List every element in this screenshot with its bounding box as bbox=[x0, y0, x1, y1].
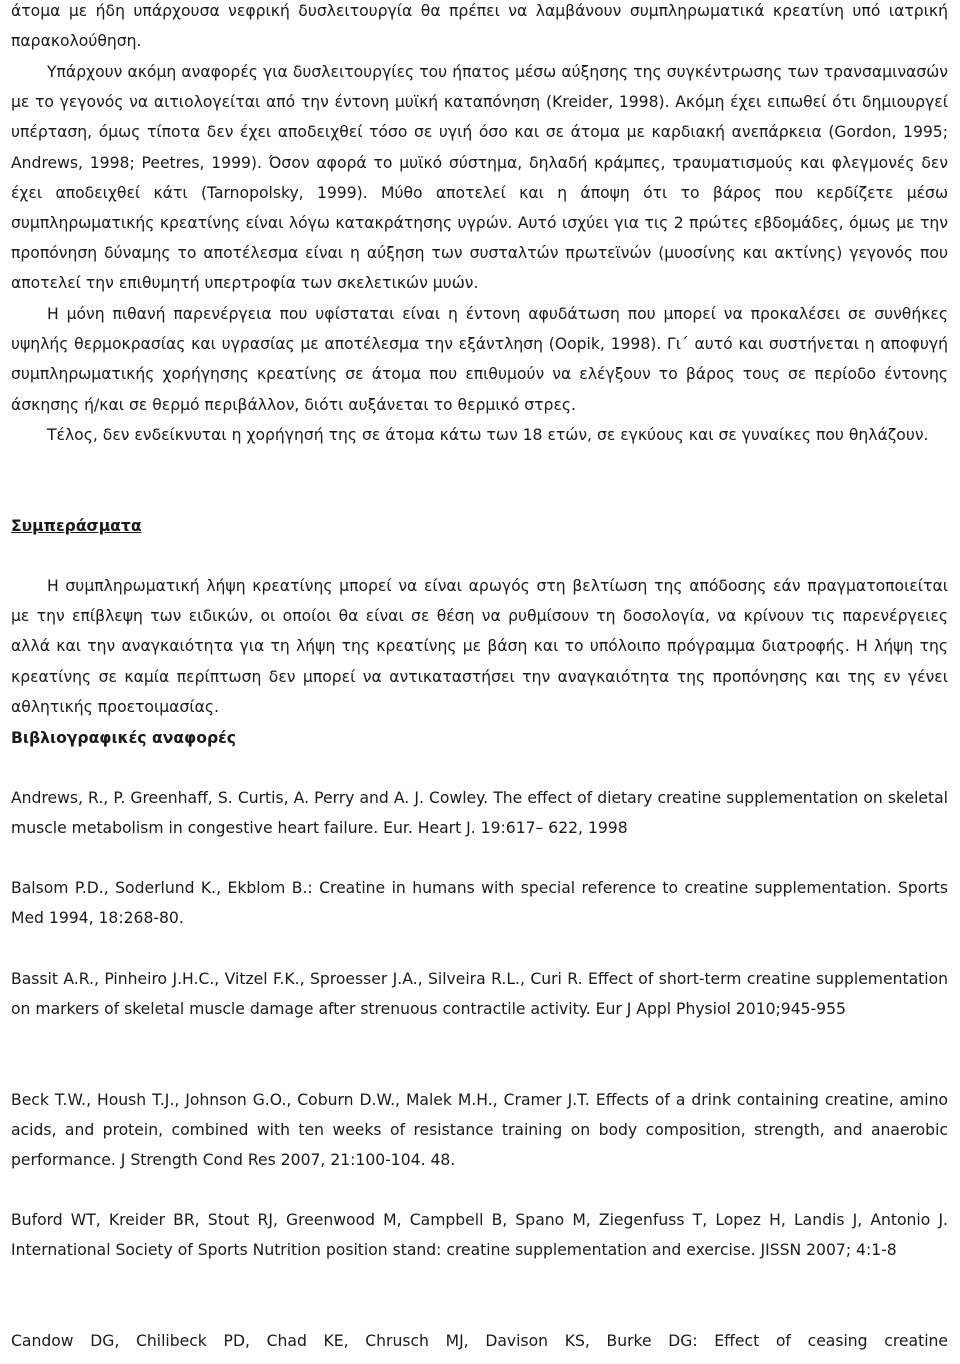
reference-item: Andrews, R., P. Greenhaff, S. Curtis, A. Perry and A. J. Cowley. The effect of dietary creatine supplementation on skeletal muscle metabolism in congestive heart failure. Eur. Heart J. 19:617– 622, 1998 bbox=[11, 789, 948, 838]
conclusions-paragraph: Η συμπληρωματική λήψη κρεατίνης μπορεί να είναι αρωγός στη βελτίωση της απόδοσης εάν πραγματοποιείται με την επίβλεψη των ειδικών, οι οποίοι θα είναι σε θέση να ρυθμίσουν τη δοσολογία, να κρίνουν τις παρενέργειες αλλά και την αναγκαιότητα για τη λήψη της κρεατίνης με βάση και το υπόλοιπο πρόγραμμα διατροφής. Η λήψη της κρεατίνης σε καμία περίπτωση δεν μπορεί να αντικαταστήσει την αναγκαιότητα της προπόνησης και της εν γένει αθλητικής προετοιμασίας. bbox=[11, 577, 948, 716]
paragraph-dehydration: Η μόνη πιθανή παρενέργεια που υφίσταται είναι η έντονη αφυδάτωση που μπορεί να προκαλέσει σε συνθήκες υψηλής θερμοκρασίας και υγρασίας με αποτέλεσμα την εξάντληση (Oopik, 1998). Γι΄ αυτό και συστήνεται η αποφυγή συμπληρωματικής χορήγησης κρεατίνης σε άτομα που επιθυμούν να ελέγξουν το βάρος τους σε περίοδο έντονης άσκησης ή/και σε θερμό περιβάλλον, διότι αυξάνεται το θερμικό στρες. bbox=[11, 305, 948, 414]
reference-item: Balsom P.D., Soderlund K., Ekblom B.: Creatine in humans with special reference to creatine supplementation. Sports Med 1994, 18:268-80. bbox=[11, 879, 948, 928]
paragraph-liver-side-effects: Υπάρχουν ακόμη αναφορές για δυσλειτουργίες του ήπατος μέσω αύξησης της συγκέντρωσης των τρανσαμινασών με το γεγονός να αιτιολογείται από την έντονη μυϊκή καταπόνηση (Kreider, 1998). Ακόμη έχει ειπωθεί ότι δημιουργεί υπέρταση, όμως τίποτα δεν έχει αποδειχθεί τόσο σε υγιή όσο και σε άτομα με καρδιακή ανεπάρκεια (Gordon, 1995; Andrews, 1998; Peetres, 1999). Όσον αφορά το μυϊκό σύστημα, δηλαδή κράμπες, τραυματισμούς και φλεγμονές δεν έχει αποδειχθεί κάτι (Tarnopolsky, 1999). Μύθο αποτελεί και η άποψη ότι το βάρος που κερδίζετε μέσω συμπληρωματικής κρεατίνης είναι λόγω κατακράτησης υγρών. Αυτό ισχύει για τις 2 πρώτες εβδομάδες, όμως με την προπόνηση δύναμης το αποτέλεσμα είναι η αύξηση των συσταλτών πρωτεϊνών (μυοσίνης και ακτίνης) γεγονός που αποτελεί την επιθυμητή υπερτροφία των σκελετικών μυών. bbox=[11, 63, 948, 293]
references-heading: Βιβλιογραφικές αναφορές bbox=[11, 729, 237, 747]
paragraph-renal-continuation: άτομα με ήδη υπάρχουσα νεφρική δυσλειτουργία θα πρέπει να λαμβάνουν συμπληρωματικά κρεατίνη υπό ιατρική παρακολούθηση. bbox=[11, 2, 948, 51]
reference-item: Bassit A.R., Pinheiro J.H.C., Vitzel F.K., Sproesser J.A., Silveira R.L., Curi R. Effect of short-term creatine supplementation on markers of skeletal muscle damage after strenuous contractile activity. Eur J Appl Physiol 2010;945-955 bbox=[11, 970, 948, 1019]
reference-item: Candow DG, Chilibeck PD, Chad KE, Chrusch MJ, Davison KS, Burke DG: Effect of ceasing creatine bbox=[11, 1332, 948, 1350]
paragraph-contraindications: Τέλος, δεν ενδείκνυται η χορήγησή της σε άτομα κάτω των 18 ετών, σε εγκύους και σε γυναίκες που θηλάζουν. bbox=[47, 426, 929, 444]
reference-item: Beck T.W., Housh T.J., Johnson G.O., Coburn D.W., Malek M.H., Cramer J.T. Effects of a drink containing creatine, amino acids, and protein, combined with ten weeks of resistance training on body composition, strength, and anaerobic performance. J Strength Cond Res 2007, 21:100-104. 48. bbox=[11, 1091, 948, 1170]
reference-item: Buford WT, Kreider BR, Stout RJ, Greenwood M, Campbell B, Spano M, Ziegenfuss T, Lopez H, Landis J, Antonio J. International Society of Sports Nutrition position stand: creatine supplementation and exercise. JISSN 2007; 4:1-8 bbox=[11, 1211, 948, 1260]
conclusions-heading: Συμπεράσματα bbox=[11, 517, 142, 535]
